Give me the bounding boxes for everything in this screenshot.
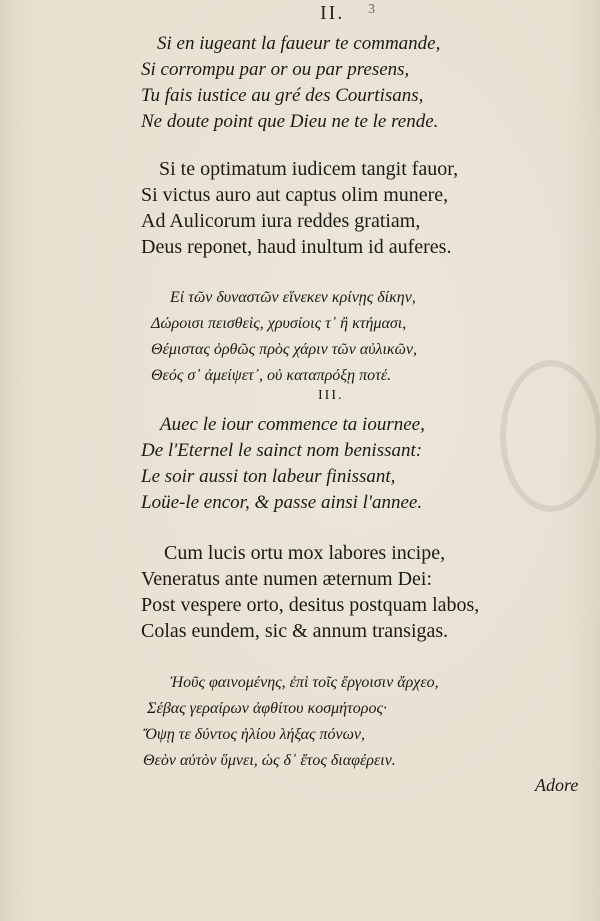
catchword: Adore <box>535 775 579 795</box>
page-signature: II. <box>320 2 345 24</box>
verse-line: Le soir aussi ton labeur finissant, <box>141 466 396 487</box>
verse-line: De l'Eternel le sainct nom benissant: <box>141 440 423 461</box>
verse-line: Tu fais iustice au gré des Courtisans, <box>141 85 424 106</box>
verse-line: Ne doute point que Dieu ne te le rende. <box>141 111 439 132</box>
stanza-greek-1 <box>0 285 600 389</box>
verse-line: Δώροισι πεισθεὶς, χρυσίοις τ᾽ ἢ κτήμασι, <box>151 315 407 332</box>
verse-line: Si te optimatum iudicem tangit fauor, <box>159 158 459 180</box>
verse-line: Post vespere orto, desitus postquam labos, <box>141 594 480 616</box>
verse-line: Σέβας γεραίρων ἀφθίτου κοσμήτορος· <box>147 700 387 717</box>
verse-line: Θέμιστας ὀρθῶς πρὸς χάριν τῶν αὐλικῶν, <box>151 341 418 358</box>
verse-line: Auec le iour commence ta iournee, <box>160 414 425 435</box>
verse-line: Θεός σ᾽ ἀμείψετ᾽, οὐ καταπρόξῃ ποτέ. <box>151 367 392 384</box>
verse-line: Ἠοῦς φαινομένης, ἐπὶ τοῖς ἔργοισιν ἄρχεο, <box>170 674 439 691</box>
verse-line: Ad Aulicorum iura reddes gratiam, <box>141 210 421 232</box>
verse-line: Θεὸν αὐτὸν ὕμνει, ὡς δ᾽ ἔτος διαφέρειν. <box>143 752 396 769</box>
sheet-mark: 3 <box>368 2 375 17</box>
verse-line: Ὄψῃ τε δύντος ἡλίου λήξας πόνων, <box>143 726 366 743</box>
section-number: III. <box>318 388 344 403</box>
stanza-french-1 <box>0 31 600 135</box>
verse-line: Si victus auro aut captus olim munere, <box>141 184 449 206</box>
verse-line: Veneratus ante numen æternum Dei: <box>141 568 433 590</box>
verse-line: Loüe-le encor, & passe ainsi l'annee. <box>141 492 423 513</box>
verse-line: Si en iugeant la faueur te commande, <box>157 33 441 54</box>
stanza-latin-2 <box>0 540 600 644</box>
verse-line: Deus reponet, haud inultum id auferes. <box>141 236 452 258</box>
stanza-greek-2 <box>0 670 600 774</box>
verse-line: Εἰ τῶν δυναστῶν εἵνεκεν κρίνῃς δίκην, <box>170 289 416 306</box>
stanza-latin-1 <box>0 156 600 260</box>
verse-line: Cum lucis ortu mox labores incipe, <box>164 542 446 564</box>
verse-line: Colas eundem, sic & annum transigas. <box>141 620 449 642</box>
stanza-french-2 <box>0 412 600 516</box>
verse-line: Si corrompu par or ou par presens, <box>141 59 410 80</box>
